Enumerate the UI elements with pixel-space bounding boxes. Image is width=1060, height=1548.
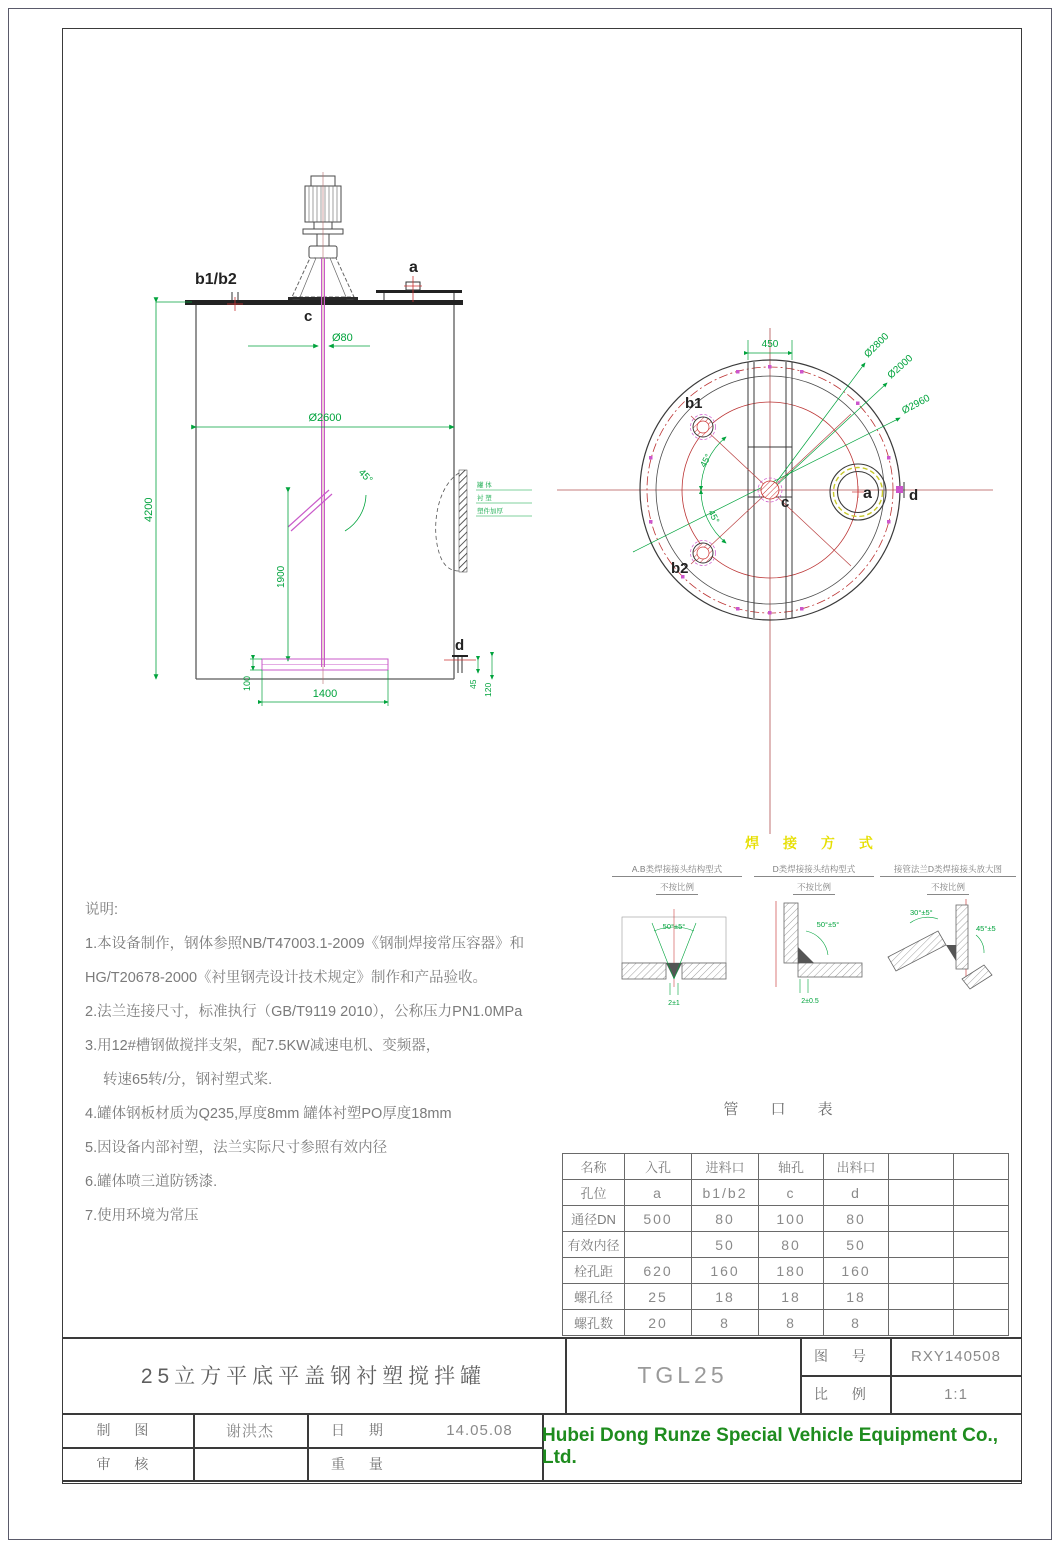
weld2-gap: 2±0.5 (801, 998, 819, 1005)
dim-outer-text: Ø2960 (900, 392, 932, 417)
label-a-plan: a (863, 485, 872, 502)
note-line: HG/T20678-2000《衬里钢壳设计技术规定》制作和产品验收。 (85, 970, 488, 986)
label-d-plan: d (909, 487, 919, 504)
table-row: 孔位 a b1/b2 c d (563, 1180, 1009, 1206)
diameter-leaders (633, 363, 900, 552)
drawing-no-value: RXY140508 (911, 1347, 1001, 1365)
pipe-table (562, 1153, 1009, 1336)
weld-caption-2: D类焊接接头结构型式 (754, 863, 874, 877)
note-line: 3.用12#槽钢做搅拌支架，配7.5KW减速电机、变频器， (85, 1038, 441, 1054)
table-row: 有效内径 50 80 50 (563, 1232, 1009, 1258)
table-row: 螺孔数 20 8 8 8 (563, 1310, 1009, 1336)
weld-diagram-2 (754, 895, 872, 1010)
notes-title: 说明: (85, 902, 119, 918)
dim-paddle-off (250, 659, 262, 670)
dim-height (156, 302, 192, 679)
date-label: 日 期 (331, 1422, 393, 1438)
note-line: 7.使用环境为常压 (85, 1208, 199, 1224)
agitator-shaft (322, 172, 325, 684)
dim-blade-angle-text: 45° (355, 467, 375, 486)
note-line: 2.法兰连接尺寸，标准执行（GB/T9119 2010），公称压力PN1.0MPa (85, 1004, 523, 1020)
manhole-a-plan (830, 464, 886, 520)
label-b2-plan: b2 (671, 560, 689, 577)
weld-diagram-3 (880, 895, 1012, 1010)
note-line: 4.罐体钢板材质为Q235,厚度8mm 罐体衬塑PO厚度18mm (85, 1106, 452, 1122)
dim-angle1-text: 45° (697, 452, 714, 469)
weld1-gap: 2±1 (668, 1000, 680, 1007)
dim-height-text: 4200 (143, 497, 155, 522)
weld-detail-3 (880, 863, 1016, 1015)
blade-angle-arc (345, 495, 366, 531)
weld-section-title: 焊 接 方 式 (745, 835, 883, 851)
label-c: c (304, 308, 313, 325)
dim-angle2-text: 45° (706, 508, 722, 525)
nozzle-a (376, 276, 462, 302)
table-row: 通径DN 500 80 100 80 (563, 1206, 1009, 1232)
pipe-table-section (562, 1098, 1008, 1336)
agitator-blade (288, 490, 332, 531)
notes-block (85, 893, 625, 1233)
weld-detail-1 (612, 863, 742, 1015)
weld-section (612, 833, 1016, 1038)
col-header: 轴孔 (759, 1154, 824, 1180)
weld2-angle: 50°±5° (816, 920, 840, 929)
drawing-title: 25立方平底平盖钢衬塑搅拌罐 (140, 1365, 487, 1388)
weld-caption-3: 接管法兰D类焊接接头放大图 (880, 863, 1016, 877)
table-row: 螺孔径 25 18 18 18 (563, 1284, 1009, 1310)
weight-value (417, 1447, 542, 1480)
weld3-angle2: 45°±5 (976, 924, 996, 933)
top-plan-view (555, 300, 1005, 840)
label-b1b2: b1/b2 (195, 271, 237, 288)
col-header: 名称 (563, 1154, 625, 1180)
weld-scale-1: 不按比例 (656, 880, 698, 895)
col-header (889, 1154, 954, 1180)
wall-note-3: 塑件加厚 (477, 508, 503, 515)
pipe-table-title: 管 口 表 (723, 1101, 847, 1118)
col-header: 入孔 (625, 1154, 692, 1180)
col-header: 出料口 (824, 1154, 889, 1180)
dim-paddle-len-text: 1400 (312, 688, 338, 700)
dim-blade-height-text: 1900 (276, 565, 287, 588)
note-line: 1.本设备制作，钢体参照NB/T47003.1-2009《钢制焊接常压容器》和 (85, 936, 525, 952)
company-name: Hubei Dong Runze Special Vehicle Equipment Co., Ltd. (542, 1424, 999, 1468)
note-line: 5.因设备内部衬塑，法兰实际尺寸参照有效内径 (85, 1140, 388, 1156)
note-line: 转速65转/分，钢衬塑式桨. (103, 1072, 273, 1088)
col-header: 进料口 (692, 1154, 759, 1180)
dim-d-off2-text: 120 (483, 682, 493, 697)
date-value: 14.05.08 (446, 1421, 513, 1439)
dim-paddle-off-text: 100 (242, 675, 252, 691)
dim-nozzle-circle-text: Ø2000 (885, 352, 916, 382)
front-elevation-view (100, 170, 540, 750)
scale-label: 比 例 (814, 1386, 876, 1402)
drawing-no-label: 图 号 (814, 1348, 876, 1364)
label-d: d (455, 637, 465, 654)
dim-shaft-dia-text: Ø80 (332, 332, 353, 344)
wall-note-2: 衬 塑 (477, 495, 492, 502)
weld-caption-1: A.B类焊接接头结构型式 (612, 863, 742, 877)
pipe-table-header-row (563, 1154, 1009, 1180)
dim-d-off1-text: 45 (468, 679, 478, 689)
dim-d-offsets (478, 656, 492, 679)
weight-label: 重 量 (331, 1455, 393, 1472)
dim-bolt-circle-text: Ø2800 (862, 331, 892, 361)
wall-note-1: 罐 体 (477, 482, 492, 489)
scale-value: 1:1 (944, 1385, 968, 1403)
checker-label: 审 核 (96, 1455, 159, 1472)
label-b1-plan: b1 (685, 395, 703, 412)
label-c-plan: c (781, 494, 790, 511)
dim-tank-dia-text: Ø2600 (308, 412, 342, 424)
weld-detail-2 (754, 863, 874, 1015)
weld-scale-2: 不按比例 (793, 880, 835, 895)
wall-lining-detail (436, 470, 532, 572)
col-header (954, 1154, 1009, 1180)
drafter-label: 制 图 (96, 1422, 159, 1438)
table-row: 栓孔距 620 160 180 160 (563, 1258, 1009, 1284)
drafter-name: 谢洪杰 (225, 1422, 274, 1440)
note-line: 6.罐体喷三道防锈漆. (85, 1174, 218, 1190)
weld-diagram-1 (612, 895, 738, 1010)
checker-name (193, 1447, 307, 1480)
dim-channel-text: 450 (761, 339, 779, 350)
weld1-angle: 50°±5° (662, 922, 686, 931)
weld-scale-3: 不按比例 (927, 880, 969, 895)
label-a: a (409, 259, 418, 276)
nozzle-d (444, 656, 476, 673)
weld3-angle: 30°±5° (910, 908, 933, 917)
model-code: TGL25 (637, 1361, 728, 1388)
